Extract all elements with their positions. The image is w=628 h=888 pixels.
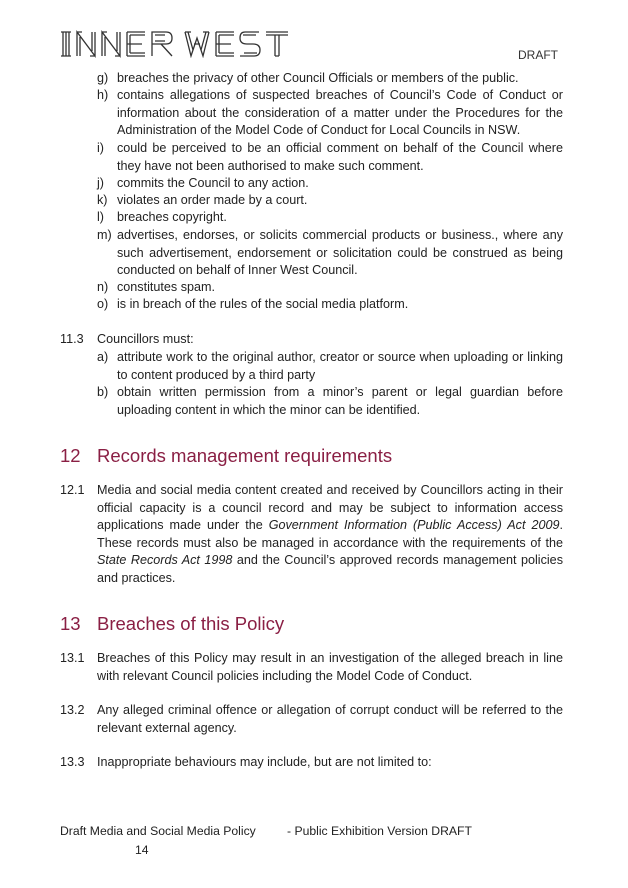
footer-version: - Public Exhibition Version DRAFT: [287, 824, 472, 838]
section-number-11-3: 11.3: [60, 332, 84, 346]
section-11-3-intro: Councillors must:: [97, 332, 194, 346]
list-item-label: i): [97, 141, 104, 155]
text-run: and the Council’s approved records management policies and practices.: [97, 553, 563, 585]
list-item-text: contains allegations of suspected breaches of Council’s Code of Conduct or information about the consideration of a matter under the Procedures for the Administration of the Model Code of Conduct for Local Councils in NSW.: [117, 88, 563, 137]
list-item-text: violates an order made by a court.: [117, 193, 308, 207]
list-item-text: constitutes spam.: [117, 280, 215, 294]
section-number-12-1: 12.1: [60, 483, 85, 497]
section-12-title: Records management requirements: [97, 445, 393, 466]
list-item-text: could be perceived to be an official comment on behalf of the Council where they have not been authorised to make such comment.: [117, 141, 563, 173]
list-item-label: h): [97, 88, 109, 102]
page-number: 14: [135, 843, 149, 857]
list-item-j: [97, 175, 563, 193]
list-item-m: [97, 227, 563, 280]
text-run: Media and social media content created and received by Councillors acting in their official capacity is a council record and may be subject to information access applications made under the: [97, 483, 563, 532]
list-item-l: [97, 209, 563, 227]
list-item-text: breaches copyright.: [117, 210, 227, 224]
list-item-h: [97, 87, 563, 140]
list-item-a: [97, 349, 563, 384]
act-citation: State Records Act 1998: [97, 553, 233, 567]
logo-letter-s: [240, 32, 260, 56]
logo-letter-e: [127, 32, 145, 56]
inner-west-logo: [60, 30, 298, 58]
section-number-13-1: 13.1: [60, 651, 85, 665]
list-item-n: [97, 279, 563, 297]
logo-letter-w: [185, 32, 209, 56]
section-12-1-text: [97, 482, 563, 587]
logo-letter-n2: [102, 32, 120, 56]
footer-doc-title: Draft Media and Social Media Policy: [60, 824, 256, 838]
list-item-label: j): [97, 176, 104, 190]
list-item-text: commits the Council to any action.: [117, 176, 309, 190]
logo-letter-n: [77, 32, 95, 56]
list-item-label: b): [97, 385, 109, 399]
section-13-number: 13: [60, 613, 81, 634]
list-item-label: g): [97, 71, 109, 85]
section-number-13-2: 13.2: [60, 703, 85, 717]
list-item-o: [97, 296, 563, 314]
section-13-2-text: Any alleged criminal offence or allegation of corrupt conduct will be referred to the relevant external agency.: [97, 703, 563, 735]
section-13-3-text: Inappropriate behaviours may include, but are not limited to:: [97, 755, 432, 769]
list-item-label: n): [97, 280, 109, 294]
list-item-label: o): [97, 297, 109, 311]
logo-letter-i: [61, 32, 71, 56]
list-item-text: breaches the privacy of other Council Officials or members of the public.: [117, 71, 519, 85]
act-citation: Government Information (Public Access) Act 2009: [268, 518, 560, 532]
logo-letter-t: [266, 32, 288, 56]
draft-label: DRAFT: [518, 48, 558, 62]
list-item-g: [97, 70, 563, 88]
list-item-b: [97, 384, 563, 419]
logo-letter-e2: [216, 32, 234, 56]
list-item-label: m): [97, 228, 112, 242]
list-item-text: obtain written permission from a minor’s parent or legal guardian before uploading content in which the minor can be identified.: [117, 385, 563, 417]
section-number-13-3: 13.3: [60, 755, 85, 769]
list-item-label: l): [97, 210, 104, 224]
section-13-title: Breaches of this Policy: [97, 613, 285, 634]
list-item-label: k): [97, 193, 108, 207]
section-12-number: 12: [60, 445, 81, 466]
text-run: . These records must also be managed in accordance with the requirements of the: [97, 518, 563, 550]
section-13-1-text: Breaches of this Policy may result in an investigation of the alleged breach in line with relevant Council policies including the Model Code of Conduct.: [97, 651, 563, 683]
list-item-text: advertises, endorses, or solicits commercial products or business., where any such advertisement, endorsement or solicitation could be construed as being conducted on behalf of Inner West Council.: [117, 228, 563, 277]
logo-letter-r: [152, 32, 172, 56]
list-item-text: is in breach of the rules of the social media platform.: [117, 297, 409, 311]
list-item-i: [97, 140, 563, 175]
list-item-label: a): [97, 350, 109, 364]
list-item-text: attribute work to the original author, creator or source when uploading or linking to content produced by a third party: [117, 350, 563, 382]
list-item-k: [97, 192, 563, 210]
